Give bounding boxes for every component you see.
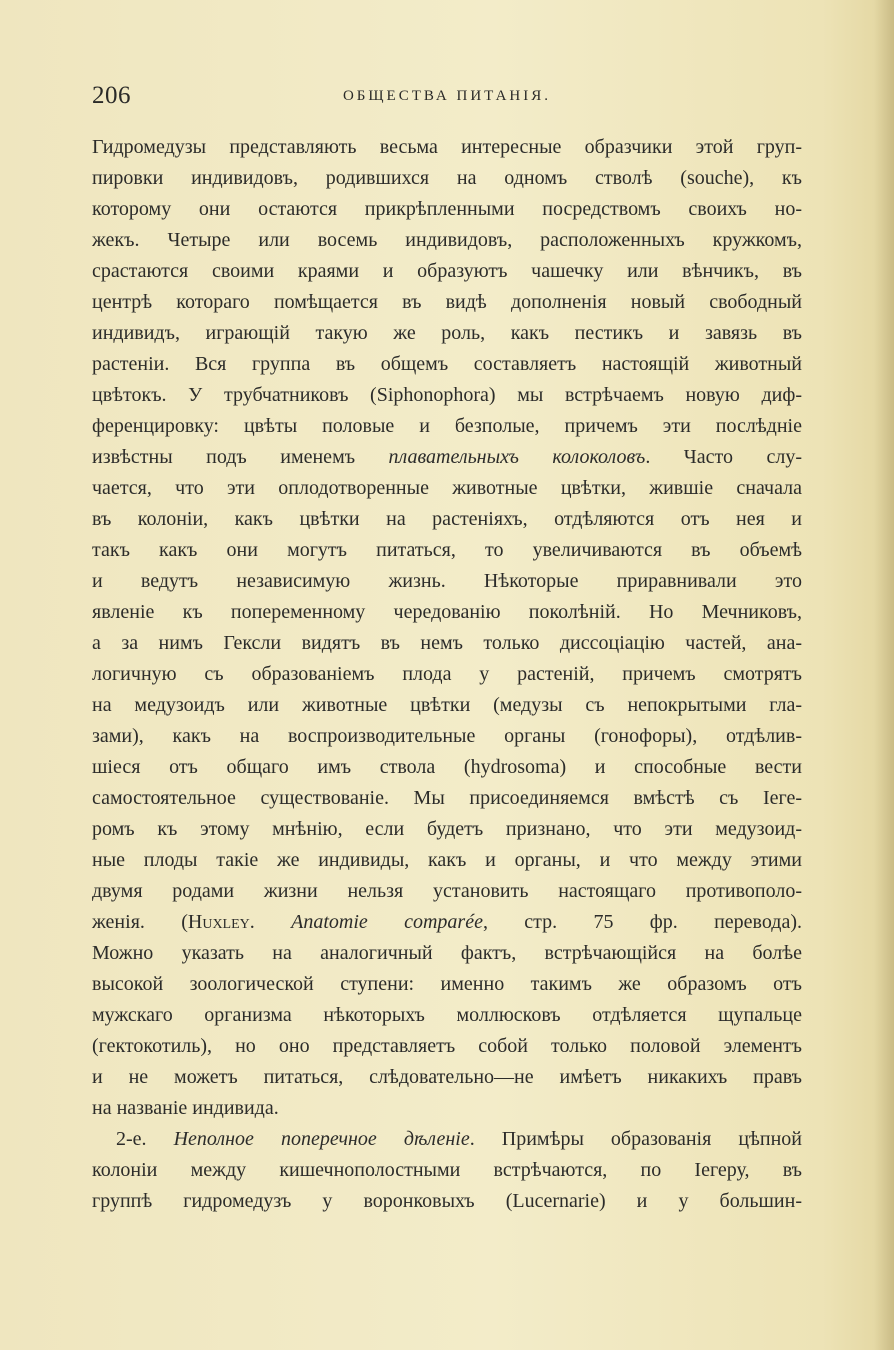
text-line: пировки индивидовъ, родившихся на одномъ стволѣ (souche), къ: [92, 167, 802, 189]
text-line: на медузоидъ или животные цвѣтки (медузы съ непокрытыми гла-: [92, 694, 802, 716]
text-line-citation: [92, 907, 802, 938]
text-line: и ведутъ независимую жизнь. Нѣкоторые приравнивали это: [92, 570, 802, 592]
text-line: логичную съ образованіемъ плода у растеній, причемъ смотрятъ: [92, 663, 802, 685]
text-line-section-start: [92, 1124, 802, 1155]
text-run: женія. (: [92, 911, 188, 933]
author-name: Huxley: [187, 911, 250, 933]
body-text: [92, 132, 802, 1217]
text-line: колоніи между кишечнополостными встрѣчаются, по Іегеру, въ: [92, 1159, 802, 1181]
text-line: жекъ. Четыре или восемь индивидовъ, расположенныхъ кружкомъ,: [92, 229, 802, 251]
text-line: ные плоды такіе же индивиды, какъ и органы, и что между этими: [92, 849, 802, 871]
text-line: высокой зоологической ступени: именно такимъ же образомъ отъ: [92, 973, 802, 995]
text-line: группѣ гидромедузъ у воронковыхъ (Lucernarie) и у большин-: [92, 1190, 802, 1212]
text-line: (гектокотиль), но оно представляетъ собой только половой элементъ: [92, 1035, 802, 1057]
text-line: въ колоніи, какъ цвѣтки на растеніяхъ, отдѣляются отъ нея и: [92, 508, 802, 530]
page-number: 206: [92, 82, 131, 109]
page-edge-shadow: [874, 0, 894, 1350]
italic-title: Anatomie comparée: [291, 911, 483, 933]
text-line: зами), какъ на воспроизводительные органы (гонофоры), отдѣлив-: [92, 725, 802, 747]
text-line: шіеся отъ общаго имъ ствола (hydrosoma) и способные вести: [92, 756, 802, 778]
italic-heading: Неполное поперечное дѣленіе: [173, 1128, 470, 1150]
text-line: а за нимъ Гексли видятъ въ немъ только диссоціацію частей, ана-: [92, 632, 802, 654]
text-run: .: [249, 911, 292, 933]
text-line: двумя родами жизни нельзя установить настоящаго противополо-: [92, 880, 802, 902]
page-header: [92, 82, 802, 112]
text-line: которому они остаются прикрѣпленными посредствомъ своихъ но-: [92, 198, 802, 220]
text-line: индивидъ, играющій такую же роль, какъ пестикъ и завязь въ: [92, 322, 802, 344]
text-line: чается, что эти оплодотворенные животные цвѣтки, жившіе сначала: [92, 477, 802, 499]
text-run: . Примѣры образованія цѣпной: [469, 1128, 802, 1150]
text-line: растеніи. Вся группа въ общемъ составляетъ настоящій животный: [92, 353, 802, 375]
text-line: явленіе къ попеременному чередованію поколѣній. Но Мечниковъ,: [92, 601, 802, 623]
text-line: ференцировку: цвѣты половые и безполые, причемъ эти послѣдніе: [92, 415, 802, 437]
text-line: цвѣтокъ. У трубчатниковъ (Siphonophora) мы встрѣчаемъ новую диф-: [92, 384, 802, 406]
text-run: . Часто слу-: [645, 446, 802, 468]
text-line: мужскаго организма нѣкоторыхъ моллюсковъ отдѣляется щупальце: [92, 1004, 802, 1026]
text-line: центрѣ котораго помѣщается въ видѣ дополненія новый свободный: [92, 291, 802, 313]
text-run: 2-е.: [116, 1128, 174, 1150]
running-head: ОБЩЕСТВА ПИТАНІЯ.: [342, 88, 552, 104]
text-line-paragraph-end: на названіе индивида.: [92, 1097, 279, 1119]
text-line: Можно указать на аналогичный фактъ, встрѣчающійся на болѣе: [92, 942, 802, 964]
text-line: Гидромедузы представляють весьма интересные образчики этой груп-: [92, 136, 802, 158]
text-run: извѣстны подъ именемъ: [92, 446, 389, 468]
text-line: и не можетъ питаться, слѣдовательно—не имѣетъ никакихъ правъ: [92, 1066, 802, 1088]
text-line: ромъ къ этому мнѣнію, если будетъ признано, что эти медузоид-: [92, 818, 802, 840]
text-line: такъ какъ они могутъ питаться, то увеличиваются въ объемѣ: [92, 539, 802, 561]
text-line: срастаются своими краями и образуютъ чашечку или вѣнчикъ, въ: [92, 260, 802, 282]
text-line-italic-term: [92, 442, 802, 473]
text-line: самостоятельное существованіе. Мы присоединяемся вмѣстѣ съ Іеге-: [92, 787, 802, 809]
italic-term: плавательныхъ колоколовъ: [388, 446, 646, 468]
text-run: , стр. 75 фр. перевода).: [482, 911, 802, 933]
